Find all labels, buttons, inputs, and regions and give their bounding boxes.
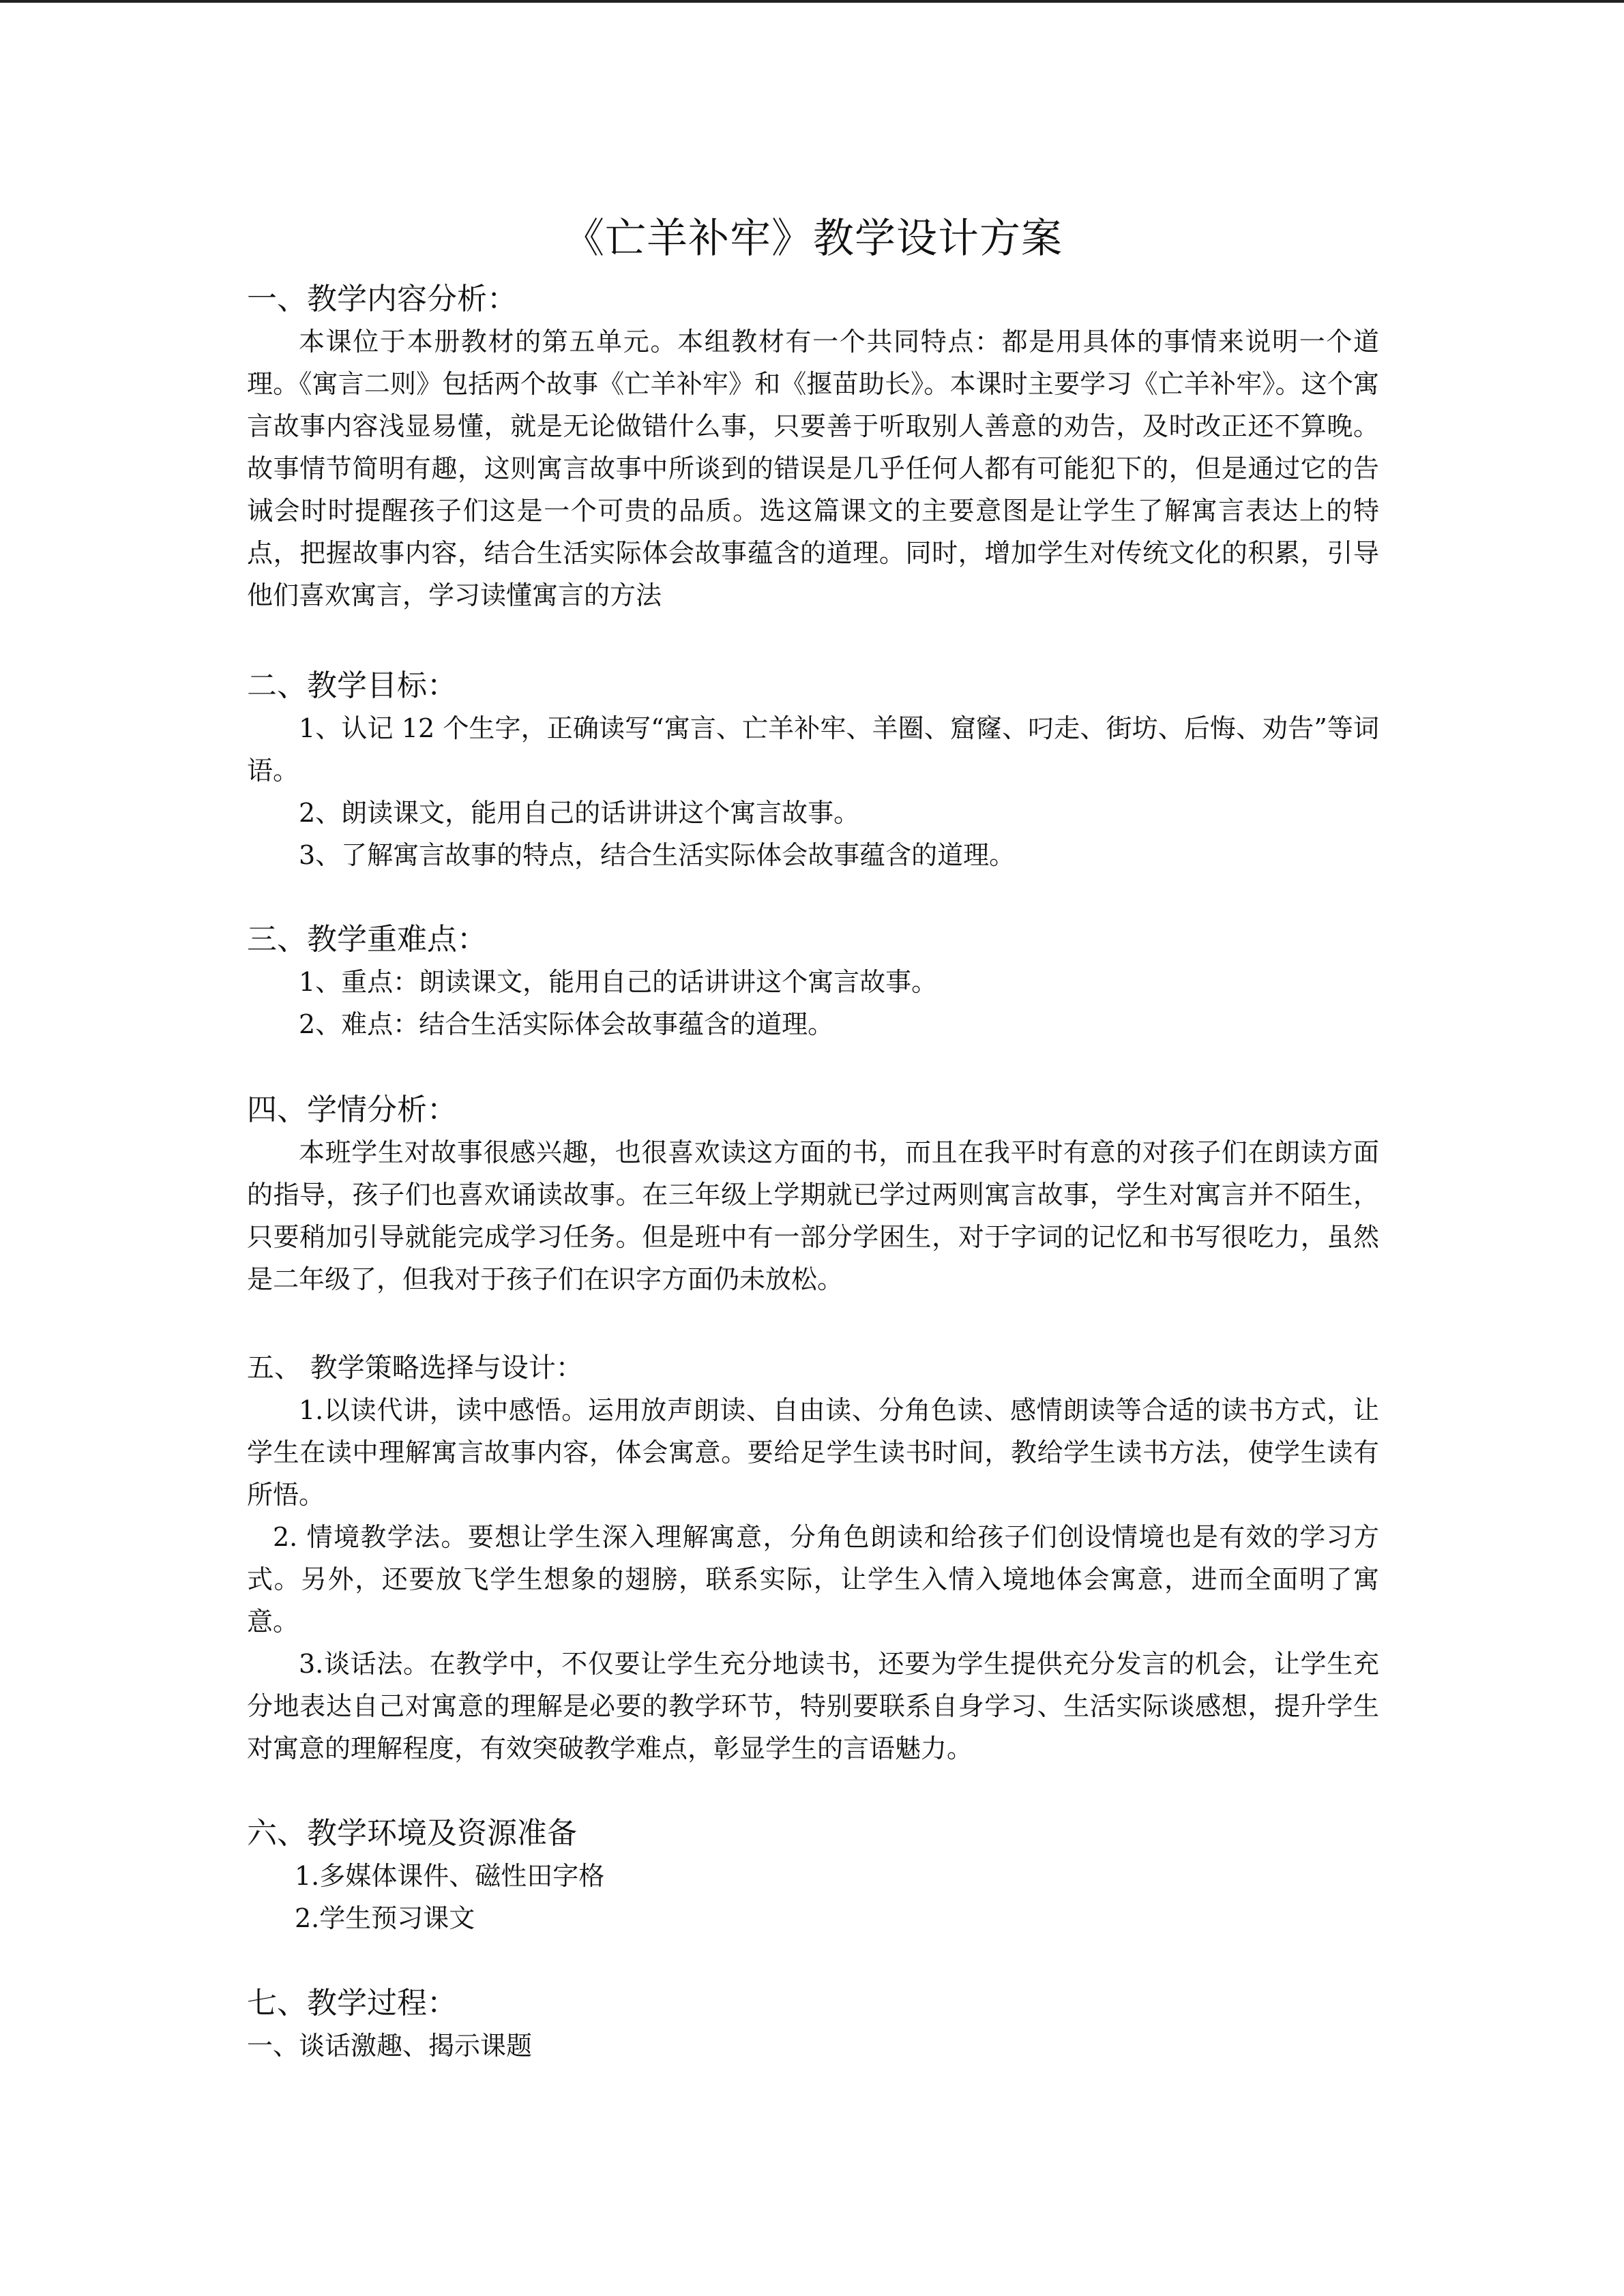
section-heading: 六、教学环境及资源准备 — [247, 1816, 577, 1851]
goal-item: 1、认记 12 个生字，正确读写“寓言、亡羊补牢、羊圈、窟窿、叼走、街坊、后悔、劝告”等词语。 — [247, 713, 1379, 786]
process-subheading: 一、谈话激趣、揭示课题 — [247, 2031, 533, 2061]
section-key-points — [247, 919, 1379, 1045]
resource-item: 1.多媒体课件、磁性田字格 — [295, 1861, 605, 1891]
page-top-border — [0, 0, 1624, 3]
resource-item: 2.学生预习课文 — [295, 1903, 475, 1933]
section-content-analysis — [247, 278, 1379, 616]
key-point-item: 2、难点：结合生活实际体会故事蕴含的道理。 — [299, 1009, 834, 1039]
section-paragraph: 本课位于本册教材的第五单元。本组教材有一个共同特点：都是用具体的事情来说明一个道理。《寓言二则》包括两个故事《亡羊补牢》和《揠苗助长》。本课时主要学习《亡羊补牢》。这个寓言故事内容浅显易懂，就是无论做错什么事，只要善于听取别人善意的劝告，及时改正还不算晚。故事情节简明有趣，这则寓言故事中所谈到的错误是几乎任何人都有可能犯下的，但是通过它的告诫会时时提醒孩子们这是一个可贵的品质。选这篇课文的主要意图是让学生了解寓言表达上的特点，把握故事内容，结合生活实际体会故事蕴含的道理。同时，增加学生对传统文化的积累，引导他们喜欢寓言，学习读懂寓言的方法 — [247, 327, 1379, 610]
key-point-item: 1、重点：朗读课文，能用自己的话讲讲这个寓言故事。 — [299, 967, 938, 997]
section-heading: 五、 教学策略选择与设计： — [247, 1352, 583, 1384]
goal-item: 3、了解寓言故事的特点，结合生活实际体会故事蕴含的道理。 — [299, 840, 1016, 870]
goal-item: 2、朗读课文，能用自己的话讲讲这个寓言故事。 — [299, 798, 860, 828]
section-heading: 三、教学重难点： — [247, 922, 487, 957]
document-title: 《亡羊补牢》教学设计方案 — [563, 215, 1063, 263]
section-heading: 七、教学过程： — [247, 1986, 457, 2021]
strategy-item: 2. 情境教学法。要想让学生深入理解寓意，分角色朗读和给孩子们创设情境也是有效的学习方式。另外，还要放飞学生想象的翅膀，联系实际，让学生入情入境地体会寓意，进而全面明了寓意。 — [247, 1522, 1379, 1637]
section-teaching-strategy — [247, 1347, 1379, 1770]
section-paragraph: 本班学生对故事很感兴趣，也很喜欢读这方面的书，而且在我平时有意的对孩子们在朗读方面的指导，孩子们也喜欢诵读故事。在三年级上学期就已学过两则寓言故事，学生对寓言并不陌生，只要稍加引导就能完成学习任务。但是班中有一部分学困生，对于字词的记忆和书写很吃力，虽然是二年级了，但我对于孩子们在识字方面仍未放松。 — [247, 1137, 1379, 1294]
section-heading: 一、教学内容分析： — [247, 282, 517, 316]
section-student-analysis — [247, 1089, 1379, 1300]
section-heading: 二、教学目标： — [247, 668, 457, 703]
section-teaching-process — [247, 1982, 1379, 2067]
section-heading: 四、学情分析： — [247, 1092, 457, 1127]
section-teaching-goals — [247, 665, 1379, 876]
section-resources — [247, 1813, 1379, 1939]
strategy-item: 3.谈话法。在教学中，不仅要让学生充分地读书，还要为学生提供充分发言的机会，让学生充分地表达自己对寓意的理解是必要的教学环节，特别要联系自身学习、生活实际谈感想，提升学生对寓意的理解程度，有效突破教学难点，彰显学生的言语魅力。 — [247, 1649, 1379, 1763]
strategy-item: 1.以读代讲，读中感悟。运用放声朗读、自由读、分角色读、感情朗读等合适的读书方式，让学生在读中理解寓言故事内容，体会寓意。要给足学生读书时间，教给学生读书方法，使学生读有所悟。 — [247, 1395, 1379, 1510]
